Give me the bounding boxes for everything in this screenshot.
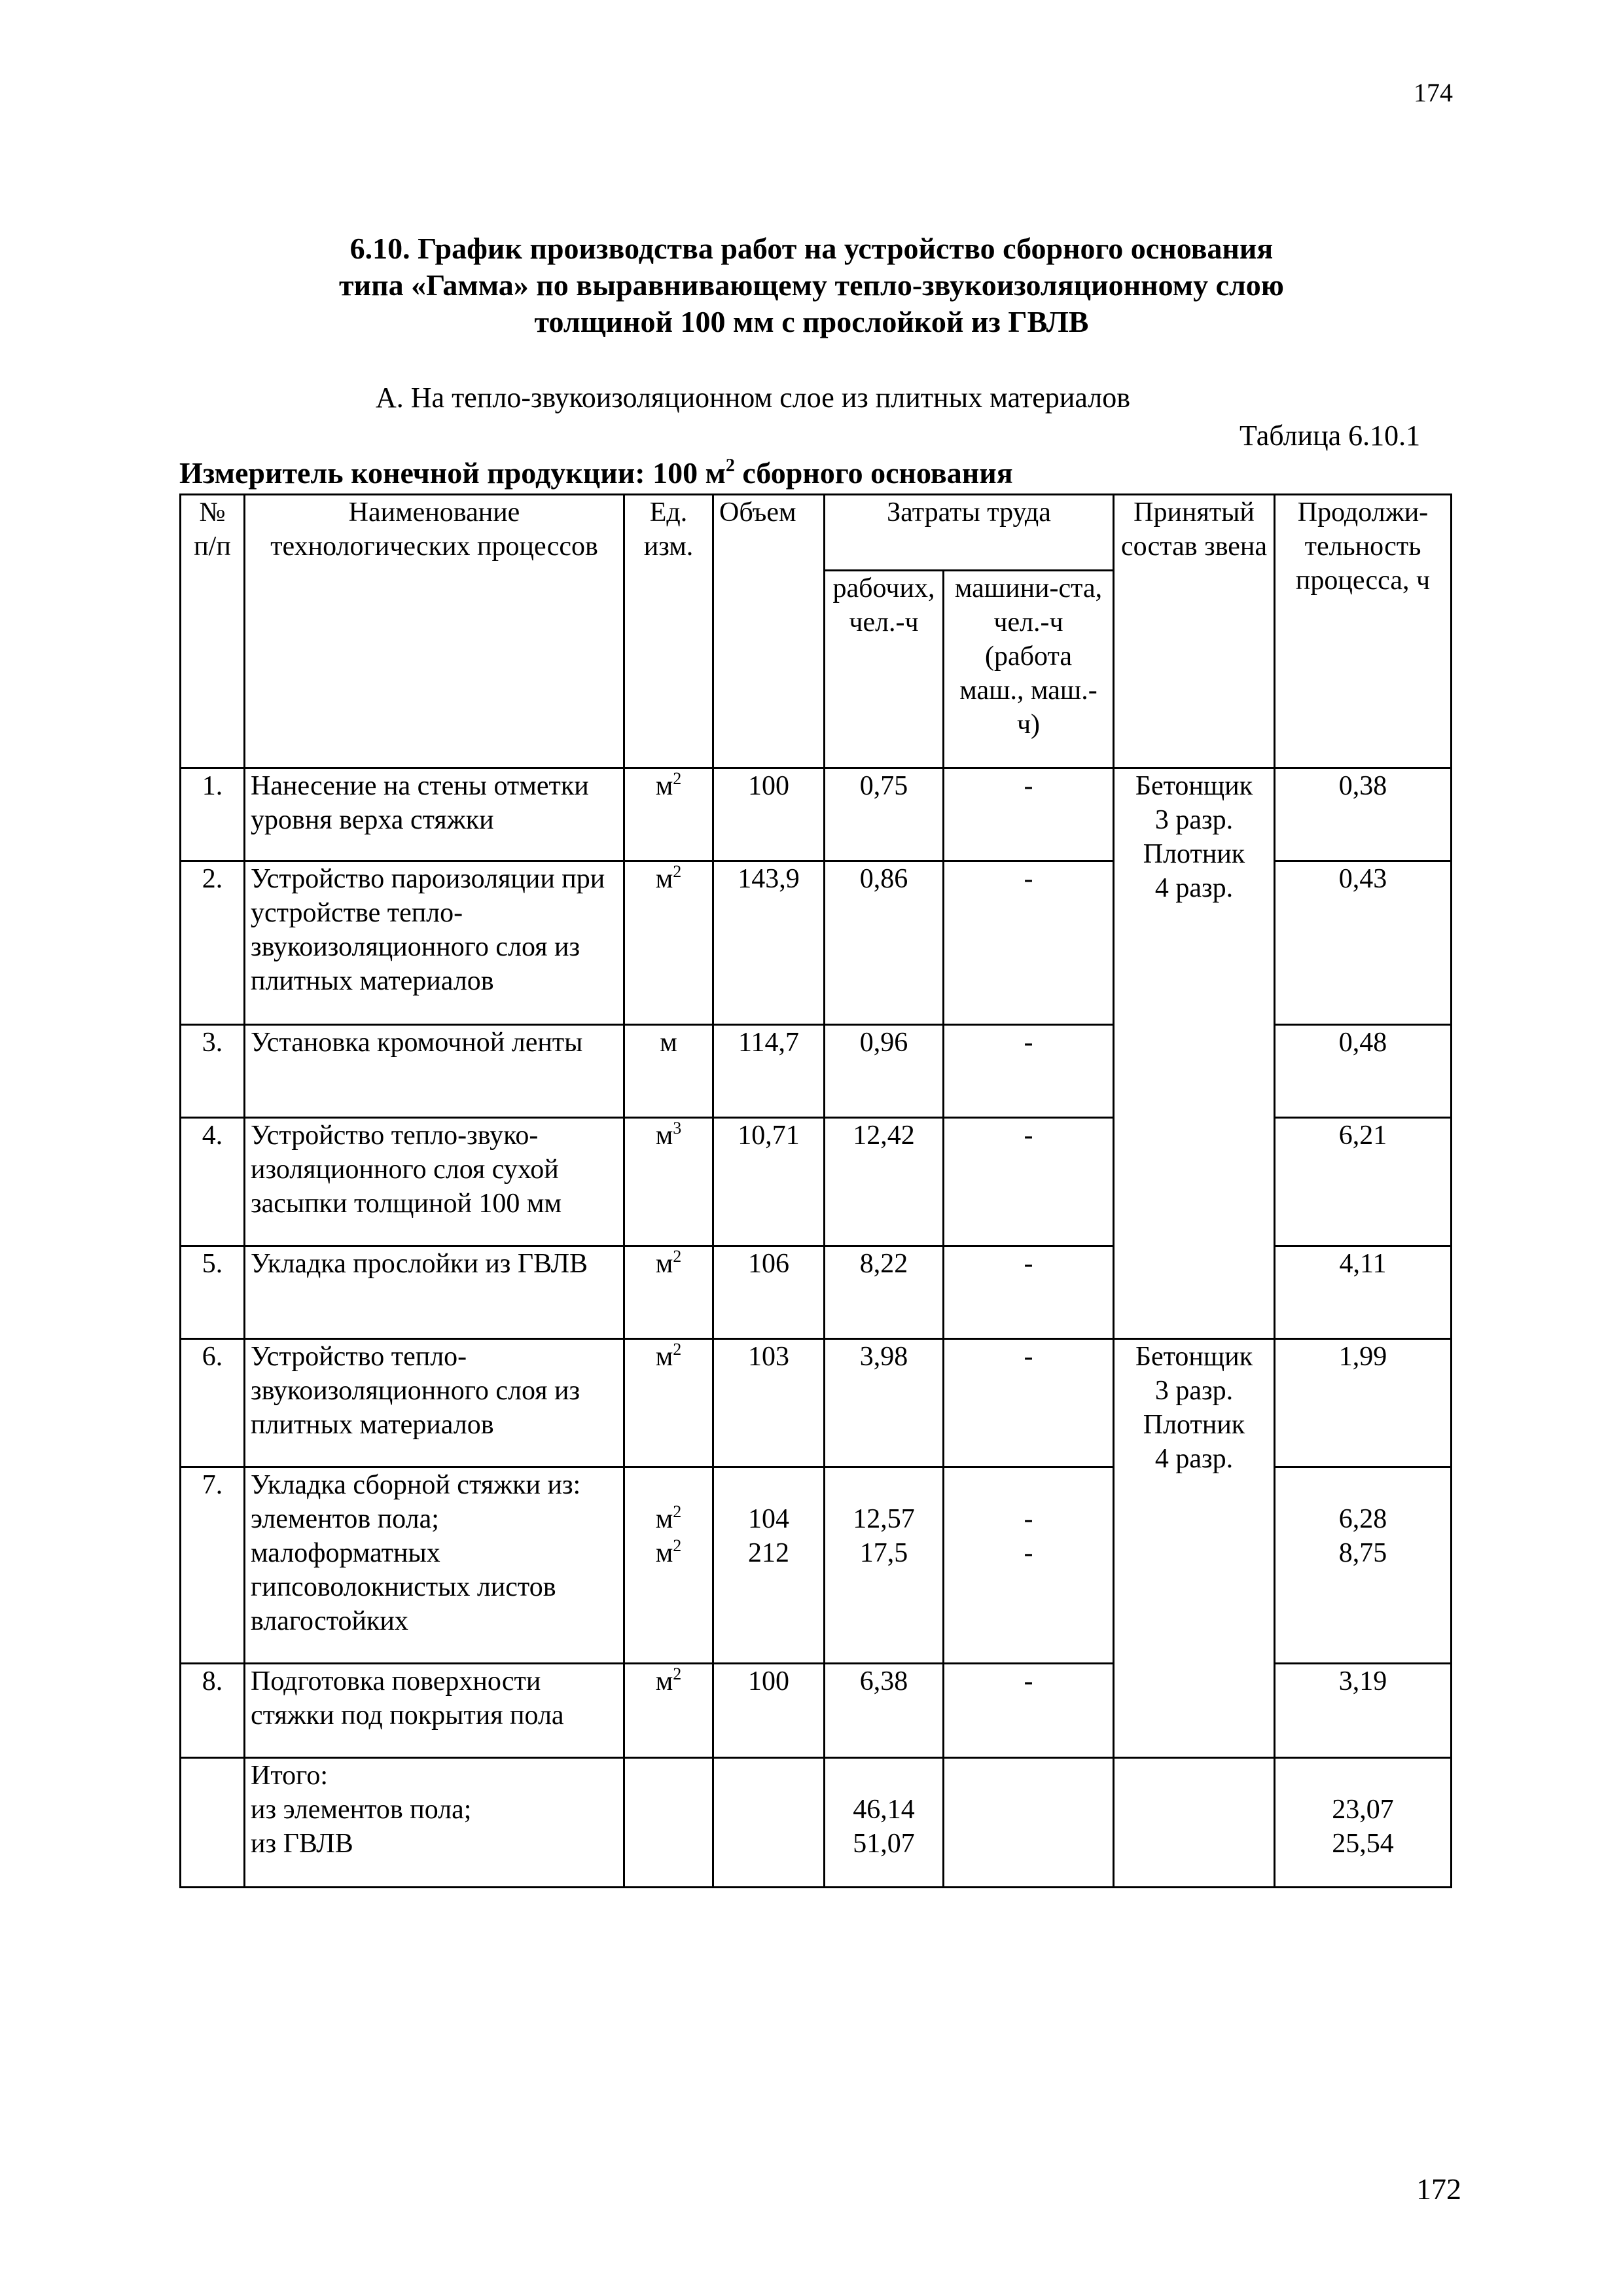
row-num: 4. (181, 1118, 245, 1246)
row-duration: 3,19 (1275, 1664, 1452, 1758)
header-labor: Затраты труда (825, 495, 1114, 571)
row-workers: 12,42 (825, 1118, 944, 1246)
crew-cell-group-2: Бетонщик 3 разр. Плотник 4 разр. (1114, 1339, 1275, 1758)
row-num: 3. (181, 1025, 245, 1118)
total-unit (624, 1758, 713, 1888)
row-duration: 0,48 (1275, 1025, 1452, 1118)
row-volume: 100 (713, 1664, 825, 1758)
title-line-3: толщиной 100 мм с прослойкой из ГВЛВ (534, 305, 1089, 338)
header-name: Наименование технологических процессов (245, 495, 624, 768)
row-duration: 0,38 (1275, 768, 1452, 861)
total-machinists (944, 1758, 1114, 1888)
header-duration: Продолжи-тельность процесса, ч (1275, 495, 1452, 768)
row-volume: 106 (713, 1246, 825, 1339)
row-volume: 103 (713, 1339, 825, 1467)
row-workers: 6,38 (825, 1664, 944, 1758)
title-line-1: 6.10. График производства работ на устройство сборного основания (349, 232, 1274, 265)
row-machinists: - (944, 1339, 1114, 1467)
table-row (181, 768, 1452, 861)
total-workers: 46,14 51,07 (825, 1758, 944, 1888)
page-number-bottom: 172 (1416, 2172, 1461, 2206)
total-num (181, 1758, 245, 1888)
row-name: Укладка прослойки из ГВЛВ (245, 1246, 624, 1339)
measure-prefix: Измеритель конечной продукции: 100 м (179, 456, 726, 490)
row-unit: $м^3$ (624, 1118, 713, 1246)
header-machinists: машини-ста, чел.-ч (работа маш., маш.-ч) (944, 571, 1114, 768)
row-workers: 8,22 (825, 1246, 944, 1339)
row-unit: $м^2$ $м^2$ (624, 1467, 713, 1664)
row-duration: 0,43 (1275, 861, 1452, 1025)
row-unit: $м^2$ (624, 861, 713, 1025)
header-unit: Ед. изм. (624, 495, 713, 768)
header-workers: рабочих, чел.-ч (825, 571, 944, 768)
row-num: 5. (181, 1246, 245, 1339)
header-crew: Принятый состав звена (1114, 495, 1275, 768)
header-volume: Объем (713, 495, 825, 768)
row-name: Устройство тепло-звукоизоляционного слоя из плитных материалов (245, 1339, 624, 1467)
row-duration: 6,21 (1275, 1118, 1452, 1246)
row-workers: 12,57 17,5 (825, 1467, 944, 1664)
row-num: 1. (181, 768, 245, 861)
row-name: Устройство пароизоляции при устройстве тепло-звукоизоляционного слоя из плитных материалов (245, 861, 624, 1025)
row-name: Устройство тепло-звуко-изоляционного слоя сухой засыпки толщиной 100 мм (245, 1118, 624, 1246)
row-unit: м (624, 1025, 713, 1118)
measure-sup: 2 (725, 456, 735, 476)
row-name: Установка кромочной ленты (245, 1025, 624, 1118)
total-volume (713, 1758, 825, 1888)
row-duration: 1,99 (1275, 1339, 1452, 1467)
total-row (181, 1758, 1452, 1888)
row-num: 2. (181, 861, 245, 1025)
title-line-2: типа «Гамма» по выравнивающему тепло-звукоизоляционному слою (339, 268, 1284, 302)
row-name: Подготовка поверхности стяжки под покрытия пола (245, 1664, 624, 1758)
table-label: Таблица 6.10.1 (1240, 420, 1421, 452)
row-duration: 6,28 8,75 (1275, 1467, 1452, 1664)
header-num: № п/п (181, 495, 245, 768)
row-unit: $м^2$ (624, 1339, 713, 1467)
row-name: Нанесение на стены отметки уровня верха стяжки (245, 768, 624, 861)
crew-cell-group-1: Бетонщик 3 разр. Плотник 4 разр. (1114, 768, 1275, 1339)
row-machinists: - (944, 861, 1114, 1025)
row-workers: 3,98 (825, 1339, 944, 1467)
production-schedule-table (179, 493, 1452, 1888)
row-workers: 0,86 (825, 861, 944, 1025)
row-name: Укладка сборной стяжки из: элементов пола; малоформатных гипсоволокнистых листов влагостойких (245, 1467, 624, 1664)
row-workers: 0,75 (825, 768, 944, 861)
row-volume: 10,71 (713, 1118, 825, 1246)
total-crew (1114, 1758, 1275, 1888)
row-machinists: - (944, 1118, 1114, 1246)
row-machinists: - (944, 1246, 1114, 1339)
row-workers: 0,96 (825, 1025, 944, 1118)
row-volume: 143,9 (713, 861, 825, 1025)
page-number-top: 174 (1414, 78, 1453, 107)
row-unit: $м^2$ (624, 1246, 713, 1339)
row-num: 7. (181, 1467, 245, 1664)
row-unit: $м^2$ (624, 1664, 713, 1758)
measure-suffix: сборного основания (734, 456, 1013, 490)
section-title (183, 230, 1440, 340)
row-num: 6. (181, 1339, 245, 1467)
table-row (181, 1339, 1452, 1467)
total-duration: 23,07 25,54 (1275, 1758, 1452, 1888)
row-duration: 4,11 (1275, 1246, 1452, 1339)
header-row-1 (181, 495, 1452, 571)
row-volume: 114,7 (713, 1025, 825, 1118)
row-machinists: - (944, 1025, 1114, 1118)
row-num: 8. (181, 1664, 245, 1758)
row-machinists: - - (944, 1467, 1114, 1664)
measure-unit-line (179, 456, 1013, 490)
total-label: Итого: из элементов пола; из ГВЛВ (245, 1758, 624, 1888)
row-volume: 104 212 (713, 1467, 825, 1664)
section-subtitle: А. На тепло-звукоизоляционном слое из плитных материалов (376, 382, 1131, 414)
row-unit: $м^2$ (624, 768, 713, 861)
row-machinists: - (944, 768, 1114, 861)
row-machinists: - (944, 1664, 1114, 1758)
row-volume: 100 (713, 768, 825, 861)
